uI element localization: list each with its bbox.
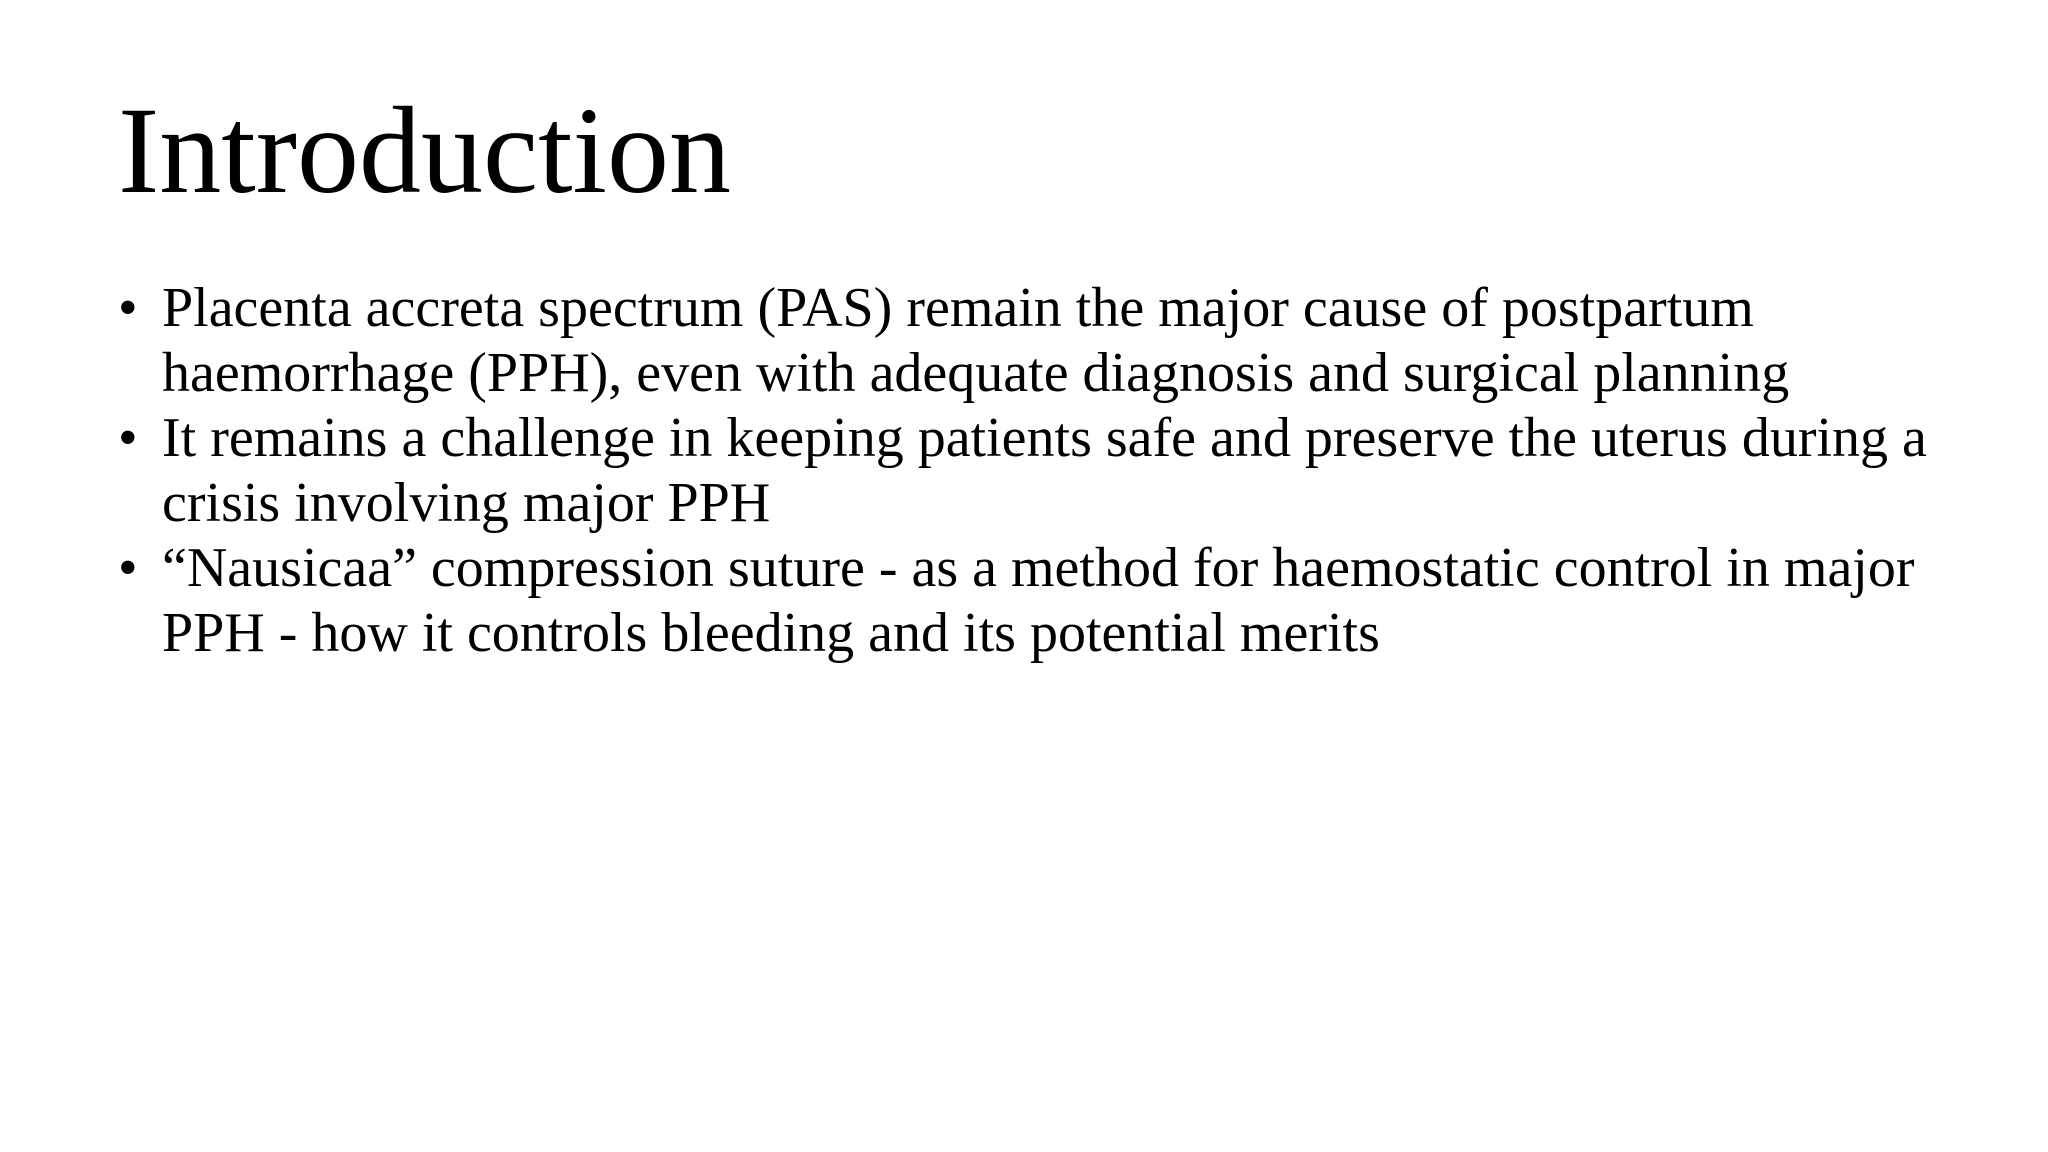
bullet-text: It remains a challenge in keeping patients safe and preserve the uterus during a crisis involving major PPH [162, 407, 1927, 534]
bullet-text: Placenta accreta spectrum (PAS) remain the major cause of postpartum haemorrhage (PPH), even with adequate diagnosis and surgical planning [162, 277, 1790, 404]
bullet-item [118, 276, 1998, 406]
bullet-item [118, 536, 1998, 666]
bullet-icon: • [118, 537, 138, 599]
bullet-list [118, 276, 1998, 666]
bullet-icon: • [118, 407, 138, 469]
bullet-icon: • [118, 277, 138, 339]
slide-title: Introduction [118, 82, 731, 219]
bullet-text: “Nausicaa” compression suture - as a method for haemostatic control in major PPH - how it controls bleeding and its potential merits [162, 537, 1915, 664]
bullet-item [118, 406, 1998, 536]
